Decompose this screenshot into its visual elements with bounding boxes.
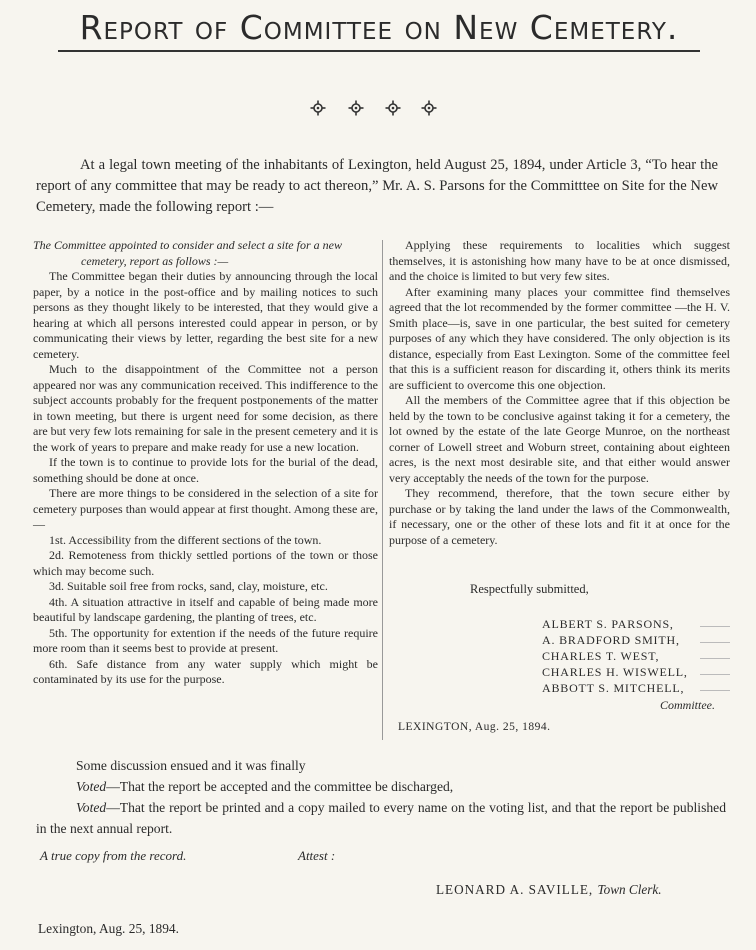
vote-1: [36, 776, 726, 797]
committee-lead-line: The Committee appointed to consider and select a site for a new: [33, 238, 342, 252]
left-column: [33, 238, 378, 688]
column-divider: [382, 240, 383, 740]
signature-rule: [700, 642, 730, 643]
ornament-rosette-icon: [348, 100, 364, 116]
report-date: LEXINGTON, Aug. 25, 1894.: [398, 721, 551, 733]
right-paragraph-1: Applying these requirements to localities which suggest themselves, it is astonishing how many have to be at once dismissed, and the choice is limited to but very few sites.: [389, 238, 730, 283]
signature-name: CHARLES H. WISWELL,: [542, 665, 688, 679]
left-paragraph-2: Much to the disappointment of the Committee not a person appeared nor was any communication received. This indifference to the subject accounts probably for the frequent postponements of the matter in town meeting, but there is urgent need for some decision, as there are but very few lots remaining for sale in the present cemetery and it is the work of years to prepare and make ready for use a new location.: [33, 362, 378, 454]
respectfully-submitted: Respectfully submitted,: [470, 582, 589, 596]
page-title: Report of Committee on New Cemetery.: [79, 8, 679, 47]
signature-name: CHARLES T. WEST,: [542, 649, 660, 663]
signature-rule: [700, 658, 730, 659]
committee-lead-line-2: cemetery, report as follows :—: [81, 253, 229, 268]
title-box: [58, 4, 700, 52]
town-clerk-signature: [436, 882, 662, 898]
ornament-rosette-icon: [310, 100, 326, 116]
signature-name: ALBERT S. PARSONS,: [542, 617, 674, 631]
signature-rule: [700, 626, 730, 627]
attestation-date: Lexington, Aug. 25, 1894.: [38, 921, 179, 936]
vote-2: [36, 797, 726, 839]
signature-rule: [700, 690, 730, 691]
right-paragraph-2: After examining many places your committee find themselves agreed that the lot recommended by the former committee —the H. V. Smith place—is, save in one particular, the best suited for cemetery purposes of any which they have considered. The only objection is its distance, especially from East Lexington. Some of the committee feel that this is a sufficient reason for discarding it, others think its merits are sufficient to overcome this one objection.: [389, 284, 730, 392]
discussion-section: [36, 755, 726, 839]
ornament-row: [310, 100, 440, 118]
discussion-line: Some discussion ensued and it was finally: [76, 758, 306, 773]
left-paragraph-1: The Committee began their duties by announcing through the local paper, by a notice in the post-office and by mailing notices to such persons as they thought likely to be interested, that they would give a hearing at which all persons interested could appear in person, or by communicating their views by letter, regarding the best site for a new cemetery.: [33, 269, 378, 361]
requirement-item: 5th. The opportunity for extention if the needs of the future require more room than it seems best to provide at present.: [33, 625, 378, 655]
requirement-item: 6th. Safe distance from any water supply which might be contaminated by its use for the purpose.: [33, 656, 378, 686]
voted-label: Voted: [76, 800, 107, 815]
ornament-rosette-icon: [385, 100, 401, 116]
ornament-rosette-icon: [421, 100, 437, 116]
vote-2-text: —That the report be printed and a copy mailed to every name on the voting list, and that the report be published in the next annual report.: [36, 800, 726, 836]
right-paragraph-3: All the members of the Committee agree that if this objection be held by the town to be conclusive against taking it for a cemetery, the lot owned by the estate of the late George Munroe, on the northeast corner of Lowell street and Woburn street, containing about eighteen acres, is the next most desirable site, and that either would answer very acceptably the needs of the town for the purpose.: [389, 393, 730, 485]
true-copy-note: A true copy from the record.: [40, 848, 187, 863]
requirement-item: 3d. Suitable soil free from rocks, sand, clay, moisture, etc.: [49, 579, 328, 593]
left-paragraph-4: There are more things to be considered in the selection of a site for cemetery purposes than would appear at first thought. Among these are,—: [33, 486, 378, 531]
signature-name: A. BRADFORD SMITH,: [542, 633, 680, 647]
clerk-name: LEONARD A. SAVILLE,: [436, 882, 594, 897]
requirement-item: 2d. Remoteness from thickly settled portions of the town or those which may become such.: [33, 548, 378, 578]
voted-label: Voted: [76, 779, 107, 794]
right-paragraph-4: They recommend, therefore, that the town secure either by purchase or by taking the land under the laws of the Commonwealth, if necessary, one or the other of these lots and fit it at once for the purpose of a cemetery.: [389, 486, 730, 547]
clerk-title: Town Clerk.: [597, 882, 662, 897]
signature-name: ABBOTT S. MITCHELL,: [542, 681, 685, 695]
requirement-item: 1st. Accessibility from the different sections of the town.: [49, 532, 322, 547]
committee-label: Committee.: [660, 698, 715, 712]
signature-rule: [700, 674, 730, 675]
left-paragraph-3: If the town is to continue to provide lots for the burial of the dead, something should be done at once.: [33, 455, 378, 485]
attest-label: Attest :: [298, 848, 336, 863]
vote-1-text: —That the report be accepted and the committee be discharged,: [106, 779, 454, 794]
intro-paragraph: At a legal town meeting of the inhabitants of Lexington, held August 25, 1894, under Article 3, “To hear the report of any committee that may be ready to act thereon,” Mr. A. S. Parsons for the Committtee on Site for the New Cemetery, made the following report :—: [36, 157, 718, 215]
requirement-item: 4th. A situation attractive in itself and capable of being made more beautiful by landscape gardening, the planting of trees, etc.: [33, 594, 378, 624]
right-column: [389, 238, 730, 548]
